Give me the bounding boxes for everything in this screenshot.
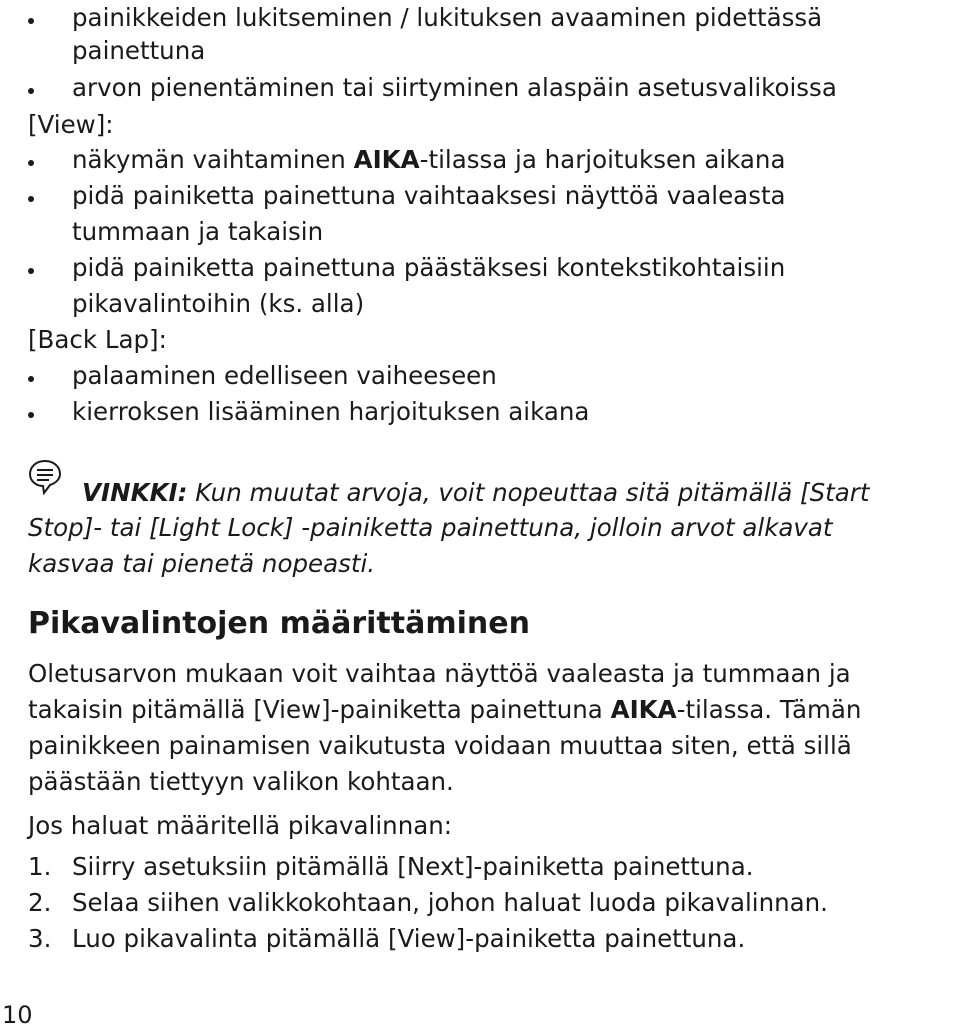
tip-line: kasvaa tai pienetä nopeasti. (28, 549, 376, 578)
paragraph-line: Jos haluat määritellä pikavalinnan: (28, 811, 453, 840)
step-text: Luo pikavalinta pitämällä [View]-painiketta painettuna. (72, 924, 746, 953)
bullet (28, 3, 38, 13)
step-text: Selaa siihen valikkokohtaan, johon haluat luoda pikavalinnan. (72, 888, 828, 917)
bullet-text-post: -tilassa ja harjoituksen aikana (419, 145, 786, 174)
bullet-text: painikkeiden lukitseminen / lukituksen avaaminen pidettässä (72, 3, 823, 32)
paragraph-text: takaisin pitämällä [View]-painiketta painettuna (28, 695, 611, 724)
tip-label: VINKKI: (82, 478, 188, 507)
bullet (28, 361, 38, 371)
step-number: 3. (28, 924, 52, 953)
bullet (28, 253, 38, 263)
paragraph-bold: AIKA (610, 695, 677, 724)
paragraph-line (28, 692, 861, 728)
bullet-text-bold: AIKA (353, 145, 420, 174)
tip-text: Kun muutat arvoja, voit nopeuttaa sitä pitämällä [Start (187, 478, 870, 507)
backlap-label: [Back Lap]: (28, 325, 167, 354)
paragraph-line: Oletusarvon mukaan voit vaihtaa näyttöä vaaleasta ja tummaan ja (28, 659, 851, 688)
paragraph-text: -tilassa. Tämän (676, 695, 862, 724)
bullet-text: pidä painiketta painettuna päästäksesi kontekstikohtaisiin (72, 253, 786, 282)
bullet-text (72, 142, 785, 178)
bullet (28, 181, 38, 191)
bullet-text-continued: tummaan ja takaisin (72, 217, 324, 246)
step-number: 1. (28, 852, 52, 881)
bullet-text: kierroksen lisääminen harjoituksen aikana (72, 397, 590, 426)
step-text: Siirry asetuksiin pitämällä [Next]-painiketta painettuna. (72, 852, 754, 881)
bullet-text: arvon pienentäminen tai siirtyminen alaspäin asetusvalikoissa (72, 73, 837, 102)
step-number: 2. (28, 888, 52, 917)
page-number: 10 (2, 1001, 33, 1029)
speech-bubble-icon (28, 459, 62, 495)
tip-line: Stop]- tai [Light Lock] -painiketta painettuna, jolloin arvot alkavat (28, 513, 833, 542)
bullet-text: pidä painiketta painettuna vaihtaaksesi näyttöä vaaleasta (72, 181, 786, 210)
section-heading: Pikavalintojen määrittäminen (28, 606, 530, 641)
bullet-text: palaaminen edelliseen vaiheeseen (72, 361, 497, 390)
view-label: [View]: (28, 110, 114, 139)
bullet (28, 145, 38, 155)
tip-line (82, 475, 869, 511)
bullet (28, 73, 38, 83)
bullet-text-pre: näkymän vaihtaminen (72, 145, 354, 174)
bullet-text-continued: painettuna (72, 36, 206, 65)
bullet-text-continued: pikavalintoihin (ks. alla) (72, 289, 365, 318)
bullet (28, 397, 38, 407)
paragraph-line: päästään tiettyyn valikon kohtaan. (28, 767, 454, 796)
paragraph-line: painikkeen painamisen vaikutusta voidaan muuttaa siten, että sillä (28, 731, 852, 760)
